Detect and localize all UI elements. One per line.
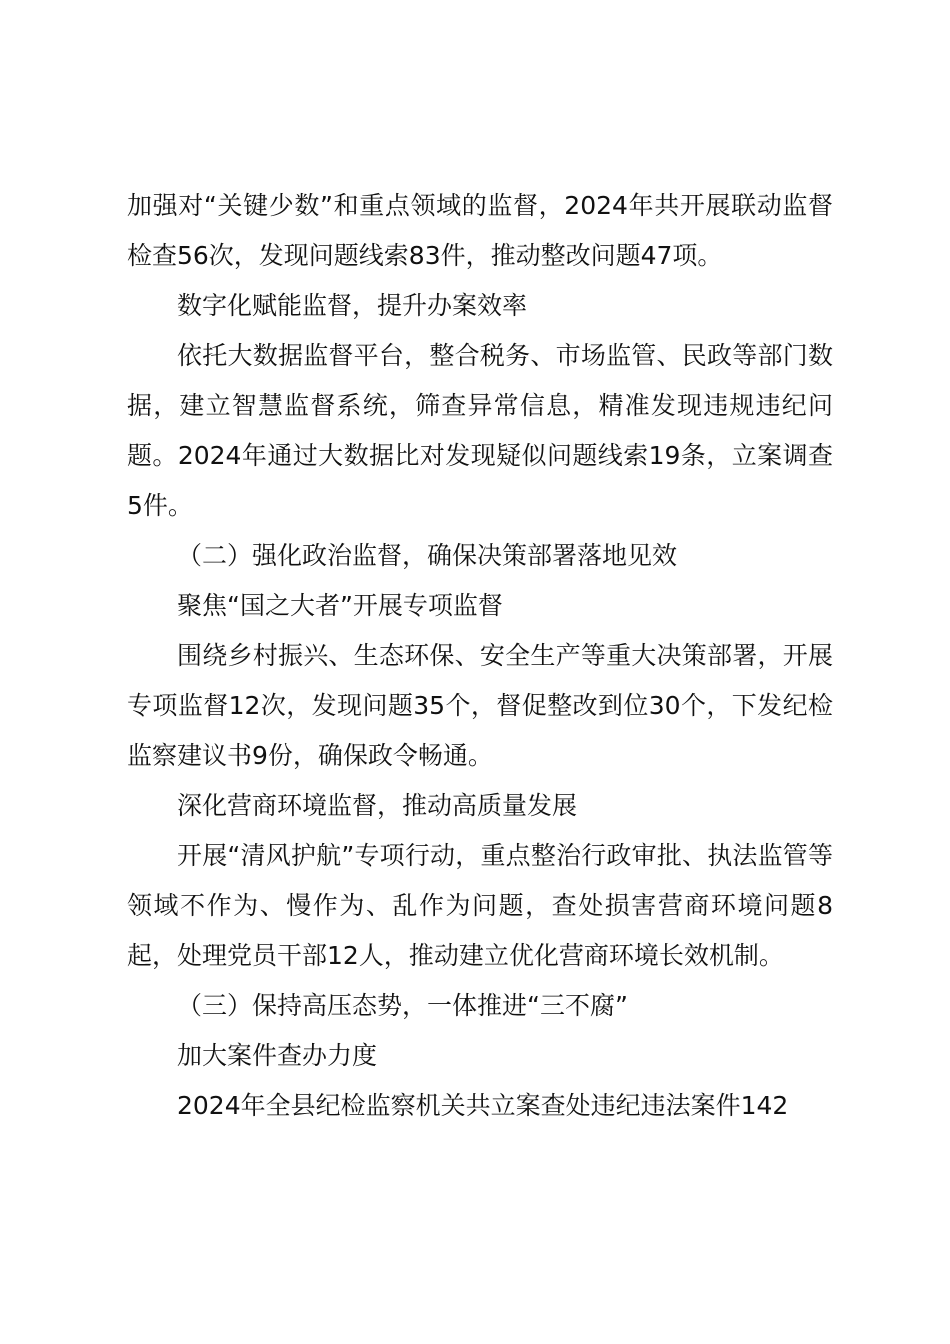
- subheading-business-environment: 深化营商环境监督，推动高质量发展: [177, 791, 578, 820]
- paragraph-case-handling: 2024年全县纪检监察机关共立案查处违纪违法案件142: [177, 1091, 789, 1120]
- paragraph-big-data-platform: 依托大数据监督平台，整合税务、市场监管、民政等部门数据，建立智慧监督系统，筛查异常信息，精准发现违规违纪问题。2024年通过大数据比对发现疑似问题线索19条，立案调查5件。: [127, 341, 833, 520]
- paragraph-business-environment: 开展“清风护航”专项行动，重点整治行政审批、执法监管等领域不作为、慢作为、乱作为问题，查处损害营商环境问题8起，处理党员干部12人，推动建立优化营商环境长效机制。: [127, 841, 833, 970]
- paragraph-continuation: 加强对“关键少数”和重点领域的监督，2024年共开展联动监督检查56次，发现问题线索83件，推动整改问题47项。: [127, 191, 833, 270]
- subheading-digital-supervision: 数字化赋能监督，提升办案效率: [177, 291, 528, 320]
- section-heading-2: （二）强化政治监督，确保决策部署落地见效: [177, 541, 678, 570]
- subheading-special-supervision: 聚焦“国之大者”开展专项监督: [177, 591, 503, 620]
- document-body: [127, 181, 833, 1131]
- subheading-case-handling: 加大案件查办力度: [177, 1041, 378, 1070]
- section-heading-3: （三）保持高压态势，一体推进“三不腐”: [177, 991, 628, 1020]
- paragraph-special-supervision: 围绕乡村振兴、生态环保、安全生产等重大决策部署，开展专项监督12次，发现问题35个，督促整改到位30个，下发纪检监察建议书9份，确保政令畅通。: [127, 641, 833, 770]
